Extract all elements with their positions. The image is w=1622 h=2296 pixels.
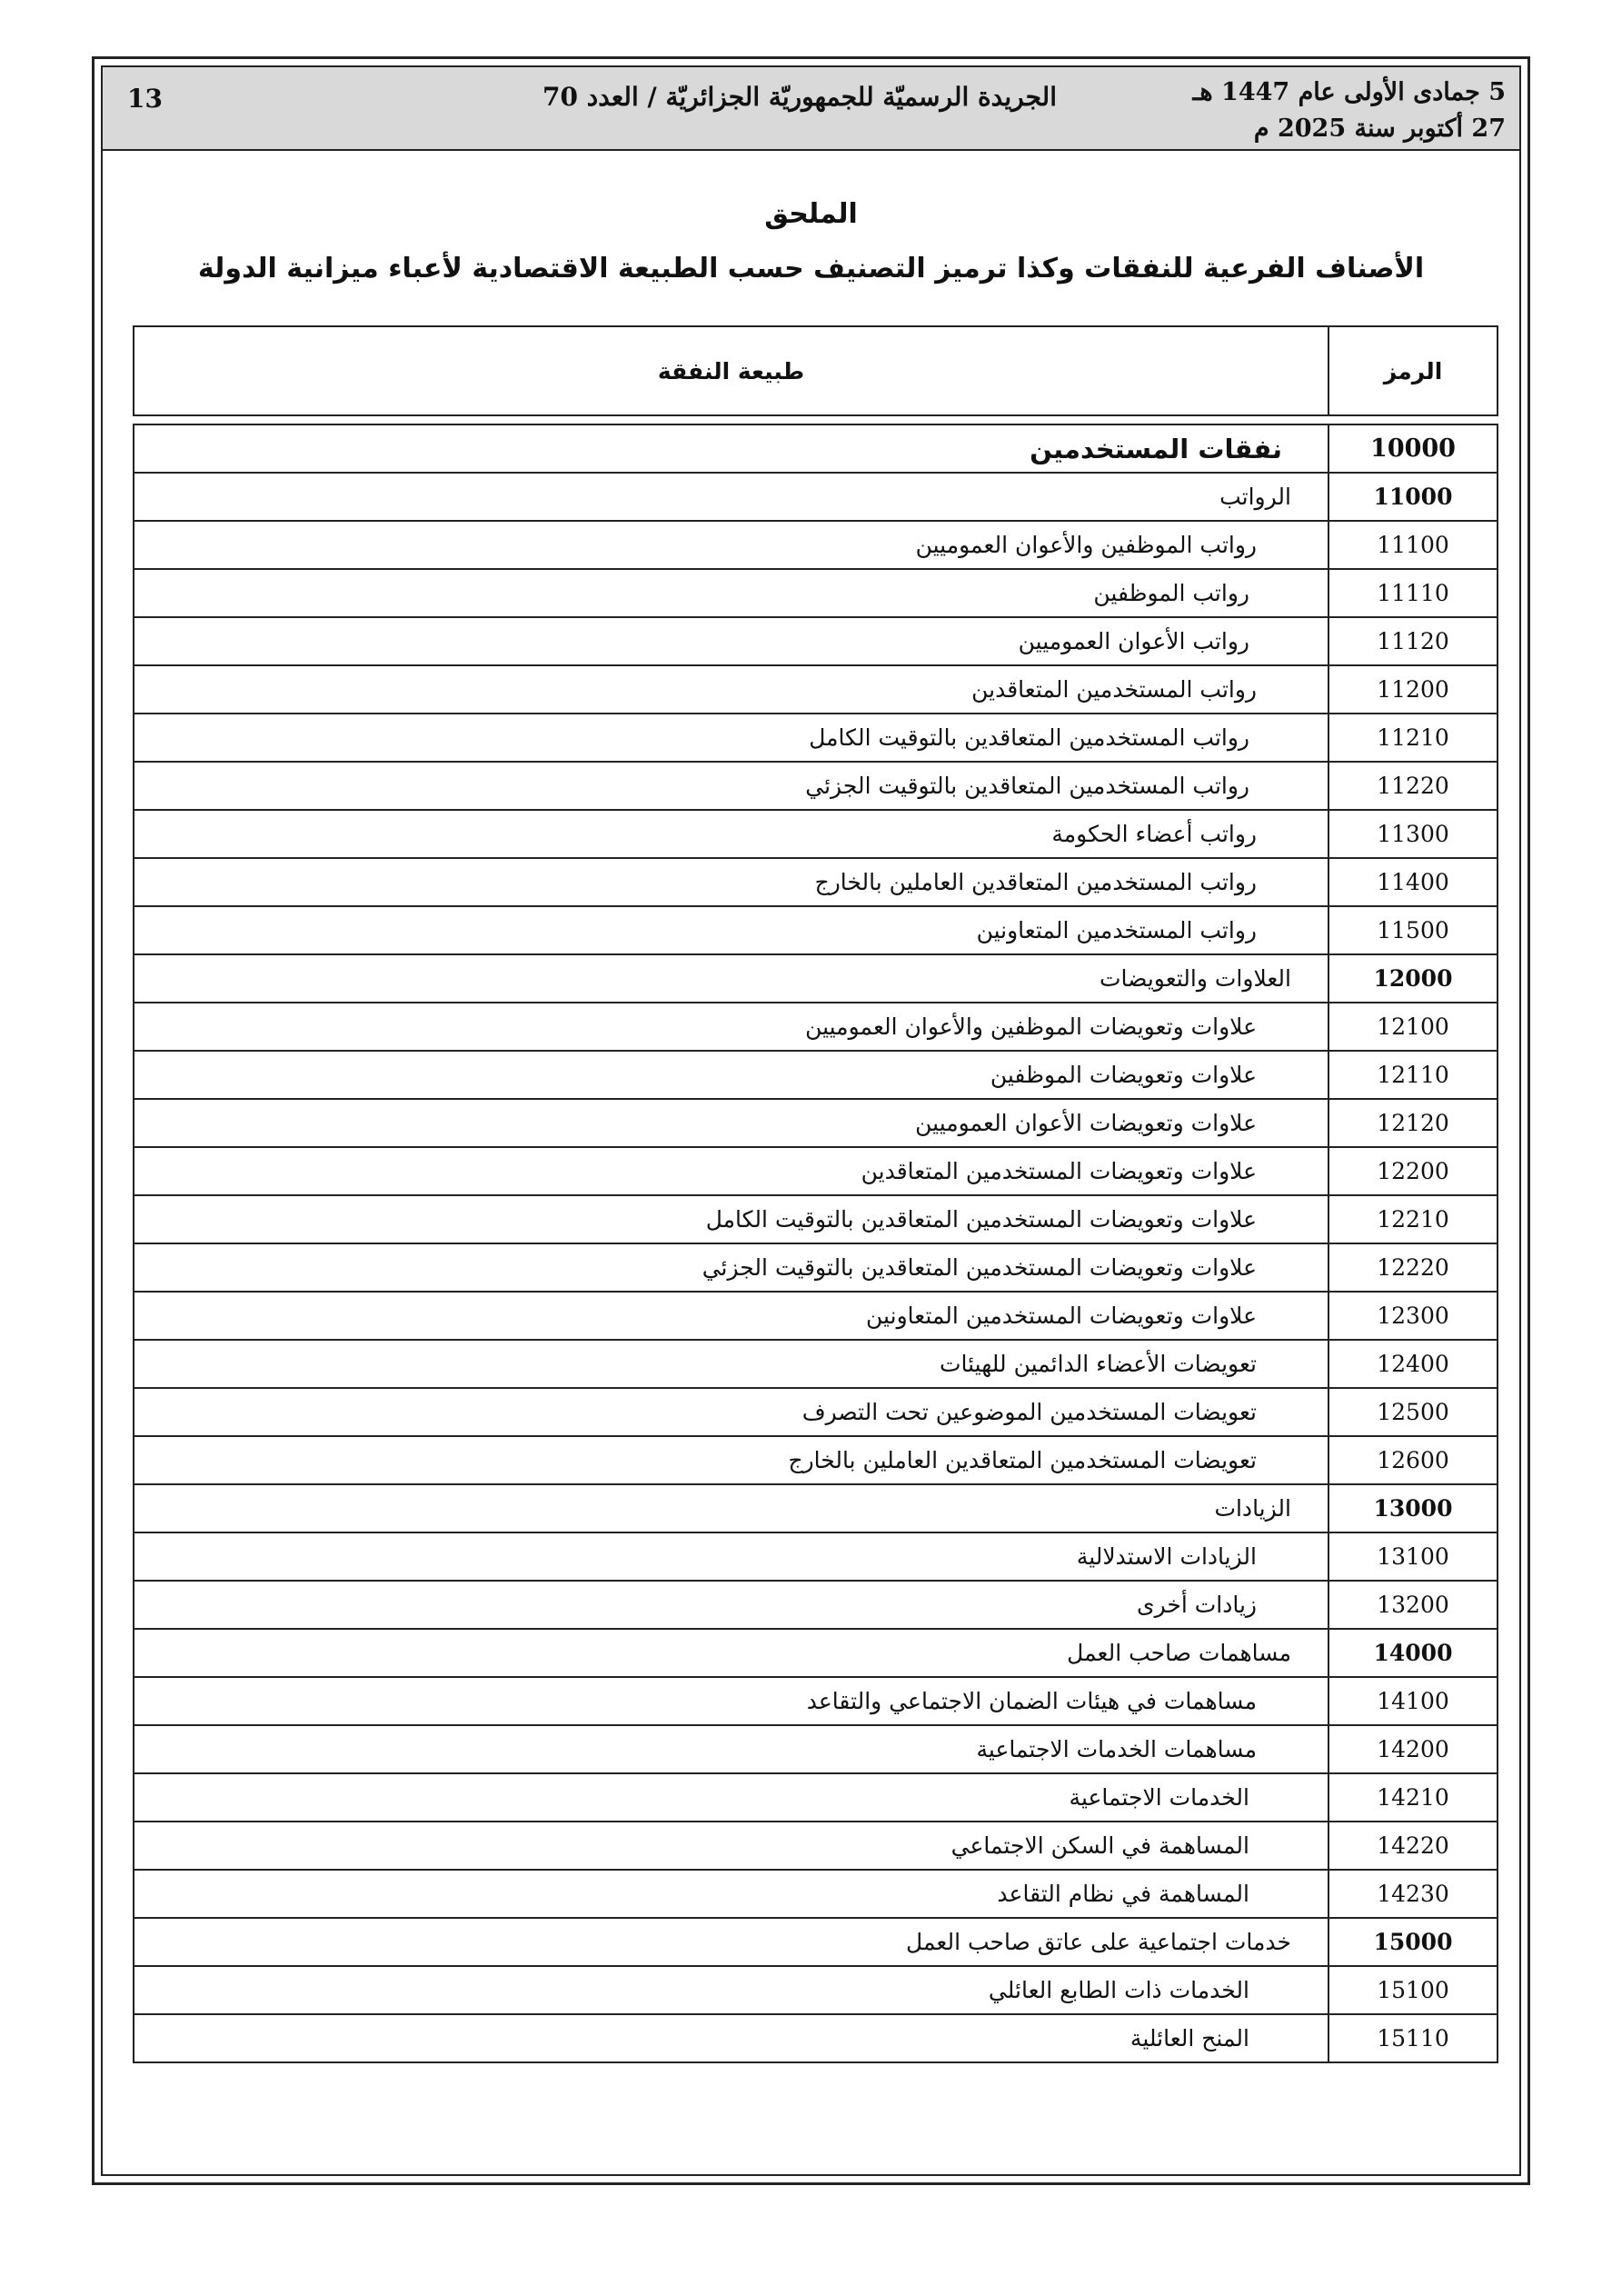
- row-description: الرواتب: [134, 473, 1328, 521]
- row-code: 14000: [1328, 1629, 1498, 1677]
- table-row: [134, 1966, 1498, 2014]
- table-row: [134, 1773, 1498, 1822]
- table-row: [134, 1436, 1498, 1484]
- row-code: 12300: [1328, 1292, 1498, 1340]
- row-code: 12100: [1328, 1003, 1498, 1051]
- row-description: رواتب أعضاء الحكومة: [134, 810, 1328, 858]
- row-code: 12500: [1328, 1388, 1498, 1436]
- row-code: 12220: [1328, 1243, 1498, 1292]
- row-description: علاوات وتعويضات الموظفين: [134, 1051, 1328, 1099]
- table-row: [134, 1147, 1498, 1195]
- table-row: [134, 569, 1498, 617]
- table-row: [134, 1292, 1498, 1340]
- table-row: [134, 473, 1498, 521]
- table-row: [134, 1725, 1498, 1773]
- row-description: تعويضات المستخدمين الموضوعين تحت التصرف: [134, 1388, 1328, 1436]
- row-code: 11220: [1328, 762, 1498, 810]
- row-code: 14210: [1328, 1773, 1498, 1822]
- table-row: [134, 906, 1498, 954]
- row-description: رواتب الموظفين والأعوان العموميين: [134, 521, 1328, 569]
- column-header-description: طبيعة النفقة: [134, 326, 1328, 415]
- table-row: [134, 1532, 1498, 1581]
- table-header-row: [134, 326, 1498, 415]
- row-code: 12200: [1328, 1147, 1498, 1195]
- table-row: [134, 1195, 1498, 1243]
- annex-title: الملحق: [764, 198, 858, 230]
- header-gap-row: [134, 415, 1498, 424]
- row-code: 12000: [1328, 954, 1498, 1003]
- page-number: 13: [127, 84, 163, 114]
- row-description: رواتب المستخدمين المتعاونين: [134, 906, 1328, 954]
- table-row: [134, 954, 1498, 1003]
- table-row: [134, 1051, 1498, 1099]
- row-code: 10000: [1328, 424, 1498, 473]
- row-code: 13200: [1328, 1581, 1498, 1629]
- table-row: [134, 2014, 1498, 2062]
- row-description: مساهمات الخدمات الاجتماعية: [134, 1725, 1328, 1773]
- table-row: [134, 1243, 1498, 1292]
- row-code: 13000: [1328, 1484, 1498, 1532]
- header-dates: [1160, 75, 1506, 147]
- row-code: 14200: [1328, 1725, 1498, 1773]
- table-row: [134, 1629, 1498, 1677]
- table-row: [134, 1003, 1498, 1051]
- row-description: تعويضات المستخدمين المتعاقدين العاملين بالخارج: [134, 1436, 1328, 1484]
- row-description: مساهمات في هيئات الضمان الاجتماعي والتقاعد: [134, 1677, 1328, 1725]
- table-row: [134, 1870, 1498, 1918]
- row-code: 11100: [1328, 521, 1498, 569]
- row-code: 13100: [1328, 1532, 1498, 1581]
- table-row: [134, 617, 1498, 665]
- row-code: 12120: [1328, 1099, 1498, 1147]
- row-description: علاوات وتعويضات الموظفين والأعوان العموميين: [134, 1003, 1328, 1051]
- row-code: 15000: [1328, 1918, 1498, 1966]
- expense-classification-table: [133, 325, 1498, 2063]
- row-code: 11110: [1328, 569, 1498, 617]
- row-description: الخدمات ذات الطابع العائلي: [134, 1966, 1328, 2014]
- table-row: [134, 1340, 1498, 1388]
- row-description: علاوات وتعويضات المستخدمين المتعاقدين بالتوقيت الجزئي: [134, 1243, 1328, 1292]
- row-description: مساهمات صاحب العمل: [134, 1629, 1328, 1677]
- row-description: المساهمة في السكن الاجتماعي: [134, 1822, 1328, 1870]
- row-description: رواتب المستخدمين المتعاقدين: [134, 665, 1328, 714]
- row-description: المساهمة في نظام التقاعد: [134, 1870, 1328, 1918]
- table-row: [134, 1822, 1498, 1870]
- row-description: رواتب المستخدمين المتعاقدين بالتوقيت الجزئي: [134, 762, 1328, 810]
- row-description: الزيادات الاستدلالية: [134, 1532, 1328, 1581]
- annex-subtitle: الأصناف الفرعية للنفقات وكذا ترميز التصنيف حسب الطبيعة الاقتصادية لأعباء ميزانية الدولة: [197, 253, 1425, 285]
- table-row: [134, 714, 1498, 762]
- row-code: 12600: [1328, 1436, 1498, 1484]
- row-description: خدمات اجتماعية على عاتق صاحب العمل: [134, 1918, 1328, 1966]
- row-code: 15100: [1328, 1966, 1498, 2014]
- table-row: [134, 858, 1498, 906]
- table-row: [134, 1484, 1498, 1532]
- row-description: الزيادات: [134, 1484, 1328, 1532]
- table-row: [134, 1918, 1498, 1966]
- row-description: المنح العائلية: [134, 2014, 1328, 2062]
- table-row: [134, 762, 1498, 810]
- table-row: [134, 521, 1498, 569]
- row-code: 11200: [1328, 665, 1498, 714]
- row-description: الخدمات الاجتماعية: [134, 1773, 1328, 1822]
- row-description: رواتب المستخدمين المتعاقدين بالتوقيت الكامل: [134, 714, 1328, 762]
- row-description: تعويضات الأعضاء الدائمين للهيئات: [134, 1340, 1328, 1388]
- header-date-gregorian: 27 أكتوبر سنة 2025 م: [1253, 115, 1506, 143]
- row-code: 12400: [1328, 1340, 1498, 1388]
- row-description: رواتب المستخدمين المتعاقدين العاملين بالخارج: [134, 858, 1328, 906]
- row-description: علاوات وتعويضات المستخدمين المتعاونين: [134, 1292, 1328, 1340]
- row-description: علاوات وتعويضات المستخدمين المتعاقدين بالتوقيت الكامل: [134, 1195, 1328, 1243]
- row-code: 11000: [1328, 473, 1498, 521]
- row-code: 14230: [1328, 1870, 1498, 1918]
- row-description: رواتب الموظفين: [134, 569, 1328, 617]
- row-code: 11500: [1328, 906, 1498, 954]
- row-description: العلاوات والتعويضات: [134, 954, 1328, 1003]
- table-row: [134, 424, 1498, 473]
- row-code: 12110: [1328, 1051, 1498, 1099]
- row-code: 11120: [1328, 617, 1498, 665]
- table-row: [134, 1581, 1498, 1629]
- row-description: علاوات وتعويضات الأعوان العموميين: [134, 1099, 1328, 1147]
- table-row: [134, 810, 1498, 858]
- row-code: 14220: [1328, 1822, 1498, 1870]
- table-body: [134, 415, 1498, 2062]
- journal-title: الجريدة الرسميّة للجمهوريّة الجزائريّة / العدد 70: [542, 82, 1057, 112]
- table-row: [134, 665, 1498, 714]
- row-description: نفقات المستخدمين: [134, 424, 1328, 473]
- row-description: زيادات أخرى: [134, 1581, 1328, 1629]
- column-header-code: الرمز: [1328, 326, 1498, 415]
- row-description: رواتب الأعوان العموميين: [134, 617, 1328, 665]
- row-code: 12210: [1328, 1195, 1498, 1243]
- header-date-hijri: 5 جمادى الأولى عام 1447 هـ: [1192, 78, 1506, 106]
- row-code: 11400: [1328, 858, 1498, 906]
- row-description: علاوات وتعويضات المستخدمين المتعاقدين: [134, 1147, 1328, 1195]
- table-row: [134, 1388, 1498, 1436]
- row-code: 15110: [1328, 2014, 1498, 2062]
- table-row: [134, 1677, 1498, 1725]
- table-row: [134, 1099, 1498, 1147]
- row-code: 11300: [1328, 810, 1498, 858]
- row-code: 14100: [1328, 1677, 1498, 1725]
- row-code: 11210: [1328, 714, 1498, 762]
